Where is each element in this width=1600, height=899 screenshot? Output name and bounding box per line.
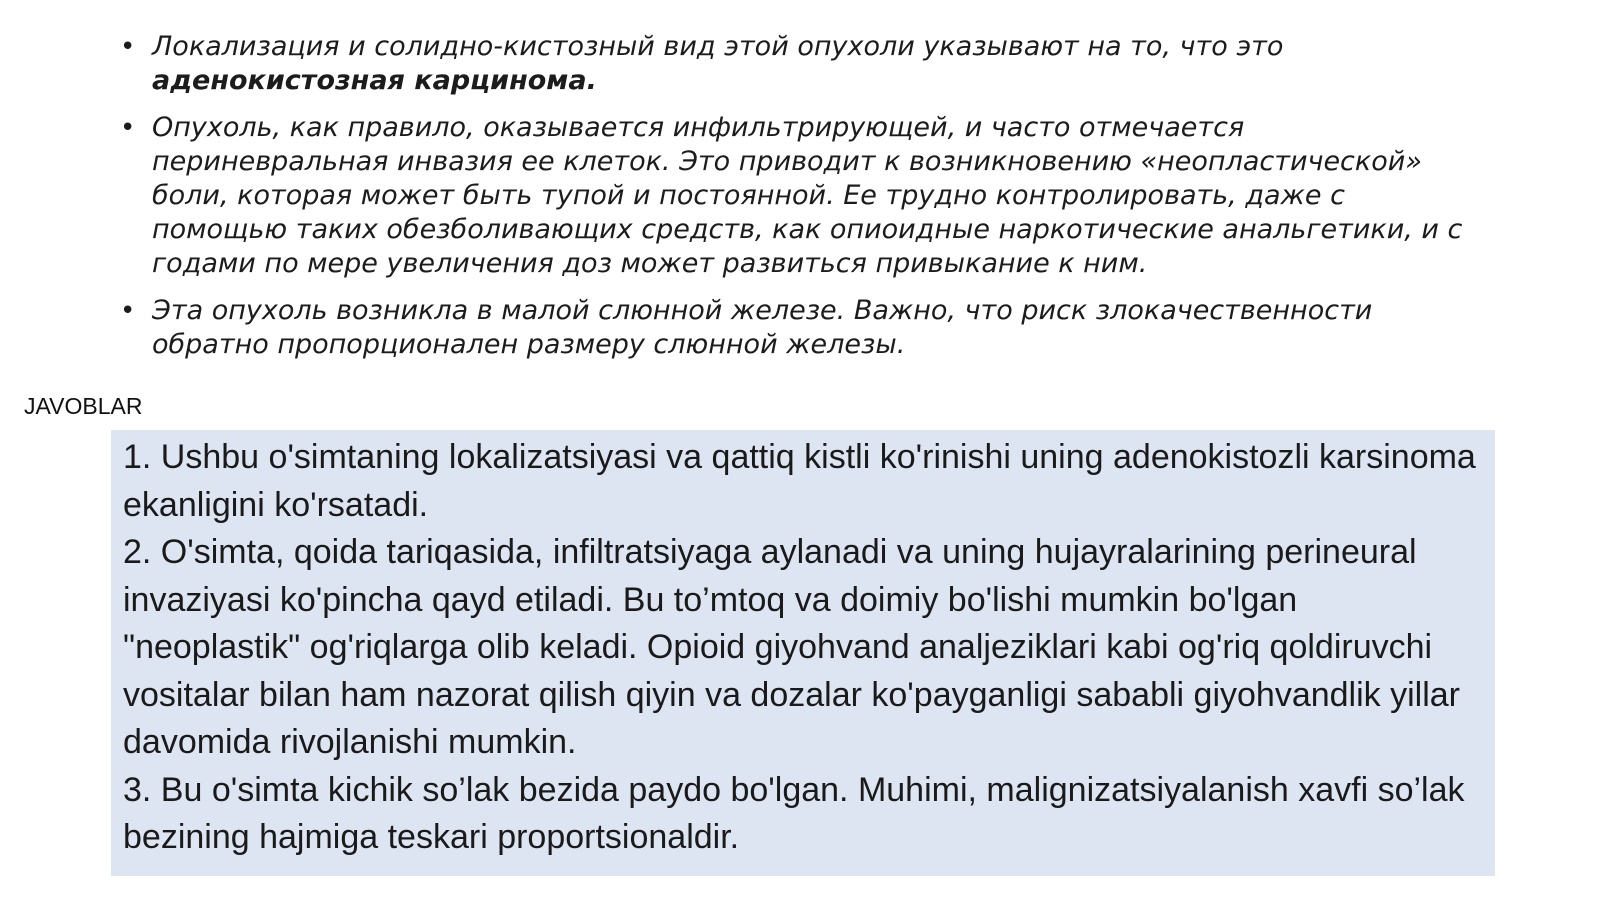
answer-item-1: 1. Ushbu o'simtaning lokalizatsiyasi va qattiq kistli ko'rinishi uning adenokistozli karsinoma ekanligini ko'rsatadi. bbox=[123, 438, 1476, 524]
answer-item-3: 3. Bu o'simta kichik so’lak bezida paydo bo'lgan. Muhimi, malignizatsiyalanish xavfi so’lak bezining hajmiga teskari proportsionaldir. bbox=[123, 770, 1465, 856]
answer-item-2: 2. O'simta, qoida tariqasida, infiltratsiyaga aylanadi va uning hujayralarining perineural invaziyasi ko'pincha qayd etiladi. Bu to’mtoq va doimiy bo'lishi mumkin bo'lgan "neoplastik" og'riqlarga olib keladi. Opioid giyohvand analjeziklari kabi og'riq qoldiruvchi vositalar bilan ham nazorat qilish qiyin va dozalar ko'payganligi sababli giyohvandlik yillar davomida rivojlanishi mumkin. bbox=[123, 533, 1460, 761]
russian-bullet-list bbox=[120, 30, 1470, 375]
answers-heading: JAVOBLAR bbox=[24, 393, 143, 419]
answers-box bbox=[111, 430, 1495, 876]
bullet-dot-icon: • bbox=[120, 296, 136, 326]
bullet-item-localization bbox=[120, 30, 1470, 98]
bullet-item-infiltration bbox=[120, 111, 1470, 281]
bullet-item-salivary-gland bbox=[120, 294, 1470, 362]
bullet-bold-text: аденокистозная карцинома. bbox=[152, 65, 597, 96]
bullet-text: Эта опухоль возникла в малой слюнной железе. Важно, что риск злокачественности обратно пропорционален размеру слюнной железы. bbox=[152, 295, 1373, 360]
bullet-dot-icon: • bbox=[120, 32, 136, 62]
bullet-dot-icon: • bbox=[120, 113, 136, 143]
bullet-text: Опухоль, как правило, оказывается инфильтрирующей, и часто отмечается периневральная инвазия ее клеток. Это приводит к возникновению «неопластической» боли, которая может быть тупой и постоянной. Ее трудно контролировать, даже с помощью таких обезболивающих средств, как опиоидные наркотические анальгетики, и с годами по мере увеличения доз может развиться привыкание к ним. bbox=[152, 112, 1463, 279]
bullet-text: Локализация и солидно-кистозный вид этой опухоли указывают на то, что это bbox=[152, 31, 1284, 62]
